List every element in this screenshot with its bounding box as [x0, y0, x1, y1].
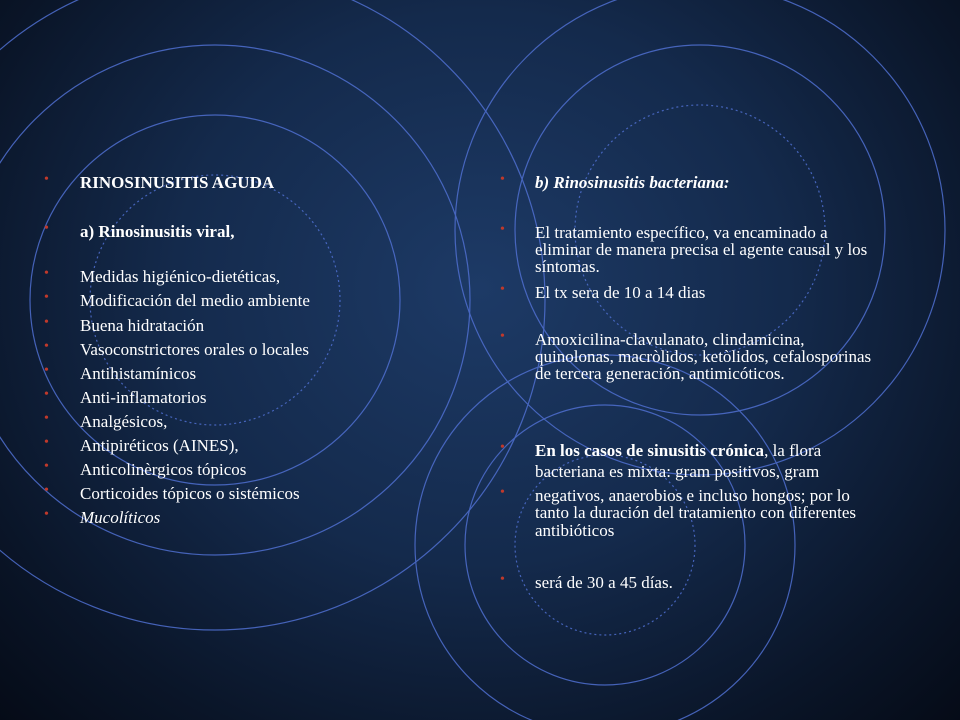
paragraph-line: negativos, anaerobios e incluso hongos; por lo [535, 486, 850, 505]
list-item: Antipiréticos (AINES), [80, 436, 239, 455]
list-item: Anticolinèrgicos tópicos [80, 460, 247, 479]
paragraph-line: El tratamiento específico, va encaminado a [535, 223, 828, 242]
bullet-icon: • [44, 266, 49, 281]
bullet-icon: • [500, 440, 505, 455]
paragraph-line: de tercera generación, antimicóticos. [535, 364, 785, 383]
bullet-icon: • [500, 329, 505, 344]
paragraph-fragment: , la flora [764, 441, 822, 460]
bullet-icon: • [44, 507, 49, 522]
list-item: Vasoconstrictores orales o locales [80, 340, 309, 359]
list-item: Corticoides tópicos o sistémicos [80, 484, 300, 503]
list-item: Medidas higiénico-dietéticas, [80, 267, 281, 286]
list-item: Analgésicos, [80, 412, 168, 431]
list-item: Mucolíticos [80, 508, 161, 527]
paragraph-line: Amoxicilina-clavulanato, clindamicina, [535, 330, 805, 349]
paragraph-line: El tx sera de 10 a 14 dias [535, 283, 706, 302]
bullet-icon: • [44, 290, 49, 305]
paragraph-line: quinolonas, macròlidos, ketòlidos, cefalosporinas [535, 347, 872, 366]
paragraph-line: eliminar de manera precisa el agente causal y los [535, 240, 868, 259]
subheading-viral: a) Rinosinusitis viral, [80, 222, 235, 241]
bullet-icon: • [44, 363, 49, 378]
paragraph-line: tanto la duración del tratamiento con diferentes [535, 503, 856, 522]
heading-bacteriana: b) Rinosinusitis bacteriana: [535, 173, 730, 192]
heading-rinosinusitis-aguda: RINOSINUSITIS AGUDA [80, 173, 275, 192]
paragraph-line: será de 30 a 45 días. [535, 573, 673, 592]
paragraph-line: síntomas. [535, 257, 600, 276]
emphasis-text: En los casos de sinusitis crónica [535, 441, 765, 460]
paragraph-line: antibióticos [535, 521, 615, 540]
paragraph-line: bacteriana es mixta: gram positivos, gram [535, 462, 820, 481]
bullet-icon: • [44, 459, 49, 474]
bullet-icon: • [44, 387, 49, 402]
bullet-icon: • [500, 222, 505, 237]
bullet-icon: • [500, 485, 505, 500]
bullet-icon: • [44, 172, 49, 187]
list-item: Anti-inflamatorios [80, 388, 207, 407]
list-item: Buena hidratación [80, 316, 205, 335]
bullet-icon: • [500, 172, 505, 187]
list-item: Antihistamínicos [80, 364, 197, 383]
ring [515, 455, 695, 635]
bullet-icon: • [44, 411, 49, 426]
bullet-icon: • [44, 483, 49, 498]
bullet-icon: • [500, 282, 505, 297]
bullet-icon: • [44, 221, 49, 236]
paragraph-line [535, 443, 821, 458]
bullet-icon: • [44, 435, 49, 450]
bullet-icon: • [500, 572, 505, 587]
list-item: Modificación del medio ambiente [80, 291, 310, 310]
ring [0, 0, 545, 630]
bullet-icon: • [44, 315, 49, 330]
bullet-icon: • [44, 339, 49, 354]
